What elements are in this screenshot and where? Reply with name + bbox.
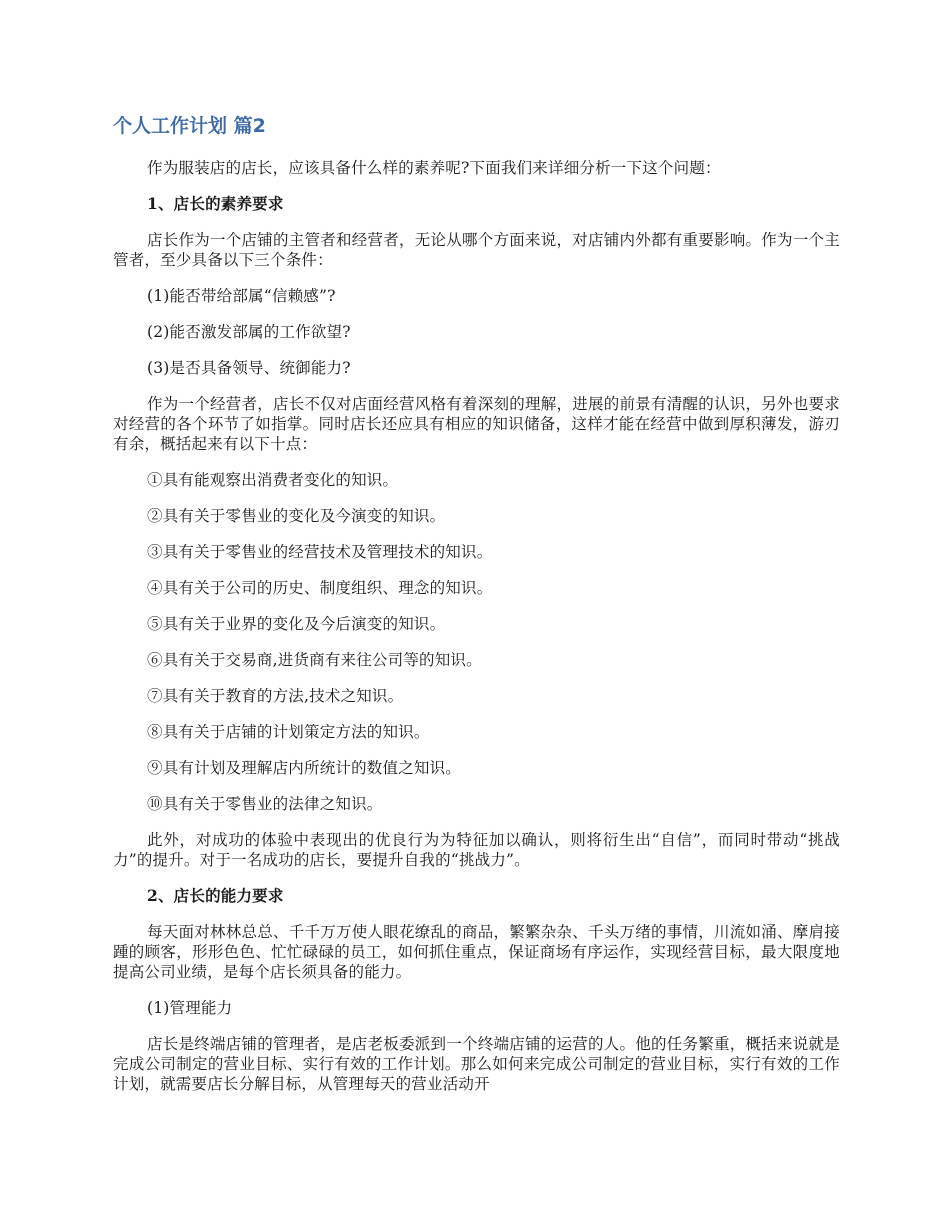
section-heading: 1、店长的素养要求 xyxy=(147,194,284,213)
list-item: ④具有关于公司的历史、制度组织、理念的知识。 xyxy=(147,579,493,597)
paragraph: 店长是终端店铺的管理者，是店老板委派到一个终端店铺的运营的人。他的任务繁重，概括来说就是完成公司制定的营业目标、实行有效的工作计划。那么如何来完成公司制定的营业目标，实行有效的工作计划，就需要店长分解目标，从管理每天的营业活动开 xyxy=(113,1035,840,1093)
list-item: ⑥具有关于交易商,进货商有来往公司等的知识。 xyxy=(147,651,482,669)
paragraph: 作为服装店的店长，应该具备什么样的素养呢?下面我们来详细分析一下这个问题： xyxy=(147,159,721,177)
list-item: (1)管理能力 xyxy=(147,999,233,1017)
list-item: (1)能否带给部属“信赖感”? xyxy=(147,287,336,305)
list-item: ⑨具有计划及理解店内所统计的数值之知识。 xyxy=(147,759,462,777)
list-item: ⑤具有关于业界的变化及今后演变的知识。 xyxy=(147,615,446,633)
paragraph: 店长作为一个店铺的主管者和经营者，无论从哪个方面来说，对店铺内外都有重要影响。作为一个主管者，至少具备以下三个条件： xyxy=(113,231,840,269)
list-item: (2)能否激发部属的工作欲望? xyxy=(147,323,351,341)
list-item: ①具有能观察出消费者变化的知识。 xyxy=(147,471,399,489)
paragraph: 每天面对林林总总、千千万万使人眼花缭乱的商品，繁繁杂杂、千头万绪的事情，川流如涌、摩肩接踵的顾客，形形色色、忙忙碌碌的员工，如何抓住重点，保证商场有序运作，实现经营目标，最大限度地提高公司业绩，是每个店长须具备的能力。 xyxy=(113,923,840,981)
list-item: ⑧具有关于店铺的计划策定方法的知识。 xyxy=(147,723,430,741)
paragraph: 此外，对成功的体验中表现出的优良行为为特征加以确认，则将衍生出“自信”，而同时带动“挑战力”的提升。对于一名成功的店长，要提升自我的“挑战力”。 xyxy=(113,831,840,869)
document-page xyxy=(113,108,840,1110)
section-heading: 2、店长的能力要求 xyxy=(147,886,284,905)
list-item: (3)是否具备领导、统御能力? xyxy=(147,359,351,377)
list-item: ⑩具有关于零售业的法律之知识。 xyxy=(147,795,383,813)
document-title: 个人工作计划 篇2 xyxy=(113,115,266,137)
list-item: ②具有关于零售业的变化及今演变的知识。 xyxy=(147,507,446,525)
list-item: ③具有关于零售业的经营技术及管理技术的知识。 xyxy=(147,543,493,561)
list-item: ⑦具有关于教育的方法,技术之知识。 xyxy=(147,687,404,705)
paragraph: 作为一个经营者，店长不仅对店面经营风格有着深刻的理解，进展的前景有清醒的认识，另外也要求对经营的各个环节了如指掌。同时店长还应具有相应的知识储备，这样才能在经营中做到厚积薄发，游刃有余，概括起来有以下十点： xyxy=(113,395,840,453)
